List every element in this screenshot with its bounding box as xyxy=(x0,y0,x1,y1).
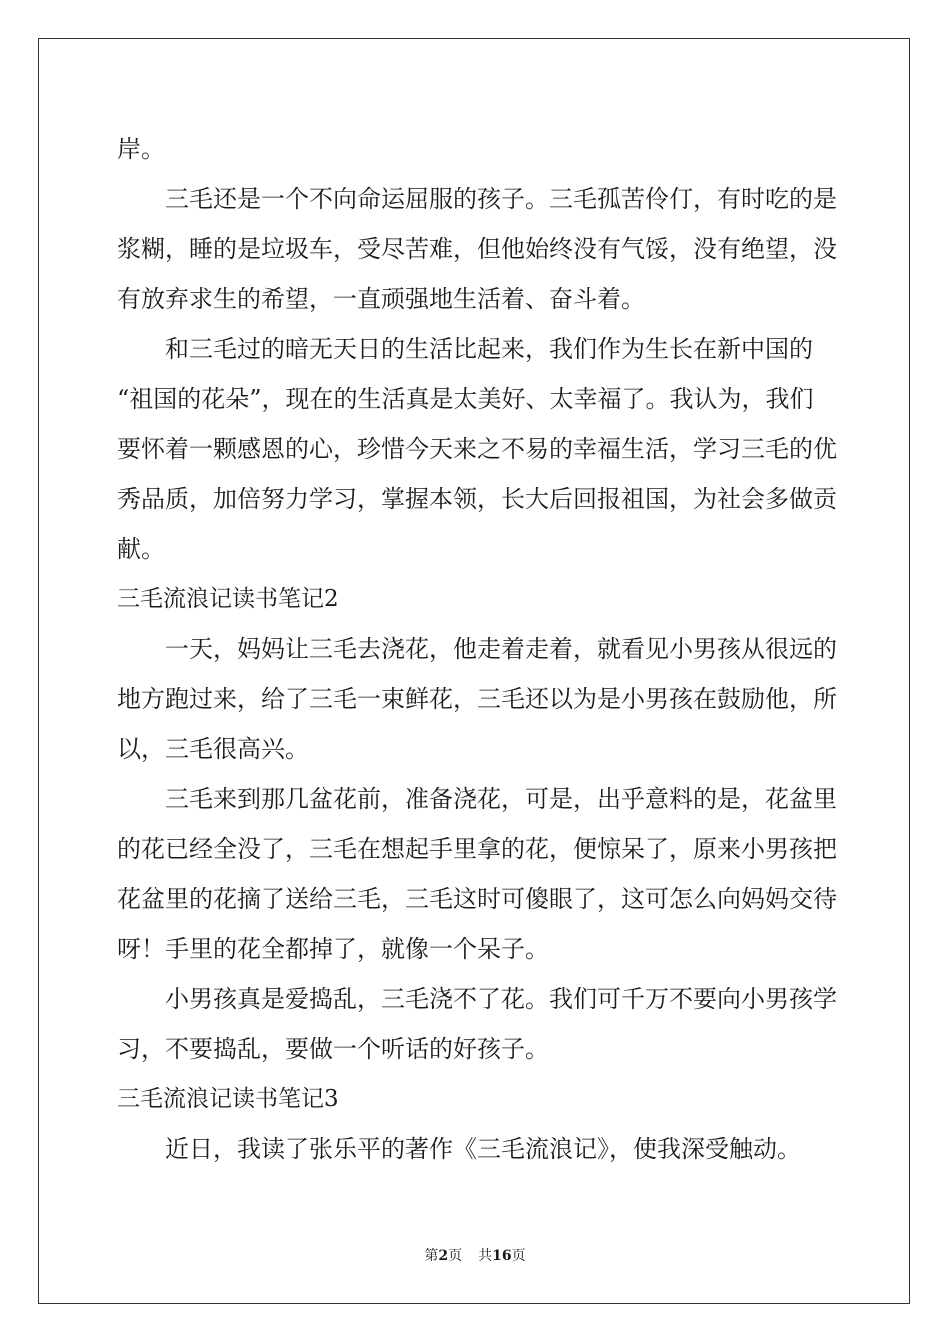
text-line: 岸。 xyxy=(117,135,165,163)
text-line: 三毛来到那几盆花前，准备浇花，可是，出乎意料的是，花盆里 xyxy=(165,785,837,813)
page-footer xyxy=(0,1246,950,1266)
text-line: 近日，我读了张乐平的著作《三毛流浪记》，使我深受触动。 xyxy=(165,1135,801,1163)
page-total: 16 xyxy=(492,1248,512,1264)
text-line: 一天，妈妈让三毛去浇花，他走着走着，就看见小男孩从很远的 xyxy=(165,635,837,663)
section-heading: 三毛流浪记读书笔记3 xyxy=(117,1086,339,1112)
text-line: 三毛还是一个不向命运屈服的孩子。三毛孤苦伶仃，有时吃的是 xyxy=(165,185,837,213)
text-line: 要怀着一颗感恩的心，珍惜今天来之不易的幸福生活，学习三毛的优 xyxy=(117,435,837,463)
text-line: 习，不要捣乱，要做一个听话的好孩子。 xyxy=(117,1035,549,1063)
page-prefix: 第 xyxy=(424,1248,439,1264)
total-prefix: 共 xyxy=(478,1248,493,1264)
page-current: 2 xyxy=(438,1248,449,1264)
text-line: 有放弃求生的希望，一直顽强地生活着、奋斗着。 xyxy=(117,285,645,313)
total-suffix: 页 xyxy=(511,1248,526,1264)
text-line: 以，三毛很高兴。 xyxy=(117,735,309,763)
text-line: 小男孩真是爱捣乱，三毛浇不了花。我们可千万不要向小男孩学 xyxy=(165,985,837,1013)
text-line: 秀品质，加倍努力学习，掌握本领，长大后回报祖国，为社会多做贡 xyxy=(117,485,837,513)
text-line: 浆糊，睡的是垃圾车，受尽苦难，但他始终没有气馁，没有绝望，没 xyxy=(117,235,837,263)
text-line: 地方跑过来，给了三毛一束鲜花，三毛还以为是小男孩在鼓励他，所 xyxy=(117,685,837,713)
text-line: “祖国的花朵”，现在的生活真是太美好、太幸福了。我认为，我们 xyxy=(117,385,814,413)
document-body xyxy=(117,124,837,1174)
page-suffix: 页 xyxy=(448,1248,463,1264)
text-line: 呀！手里的花全都掉了，就像一个呆子。 xyxy=(117,935,549,963)
text-line: 花盆里的花摘了送给三毛，三毛这时可傻眼了，这可怎么向妈妈交待 xyxy=(117,885,837,913)
text-line: 的花已经全没了，三毛在想起手里拿的花，便惊呆了，原来小男孩把 xyxy=(117,835,837,863)
text-line: 和三毛过的暗无天日的生活比起来，我们作为生长在新中国的 xyxy=(165,335,813,363)
section-heading: 三毛流浪记读书笔记2 xyxy=(117,586,339,612)
text-line: 献。 xyxy=(117,535,165,563)
